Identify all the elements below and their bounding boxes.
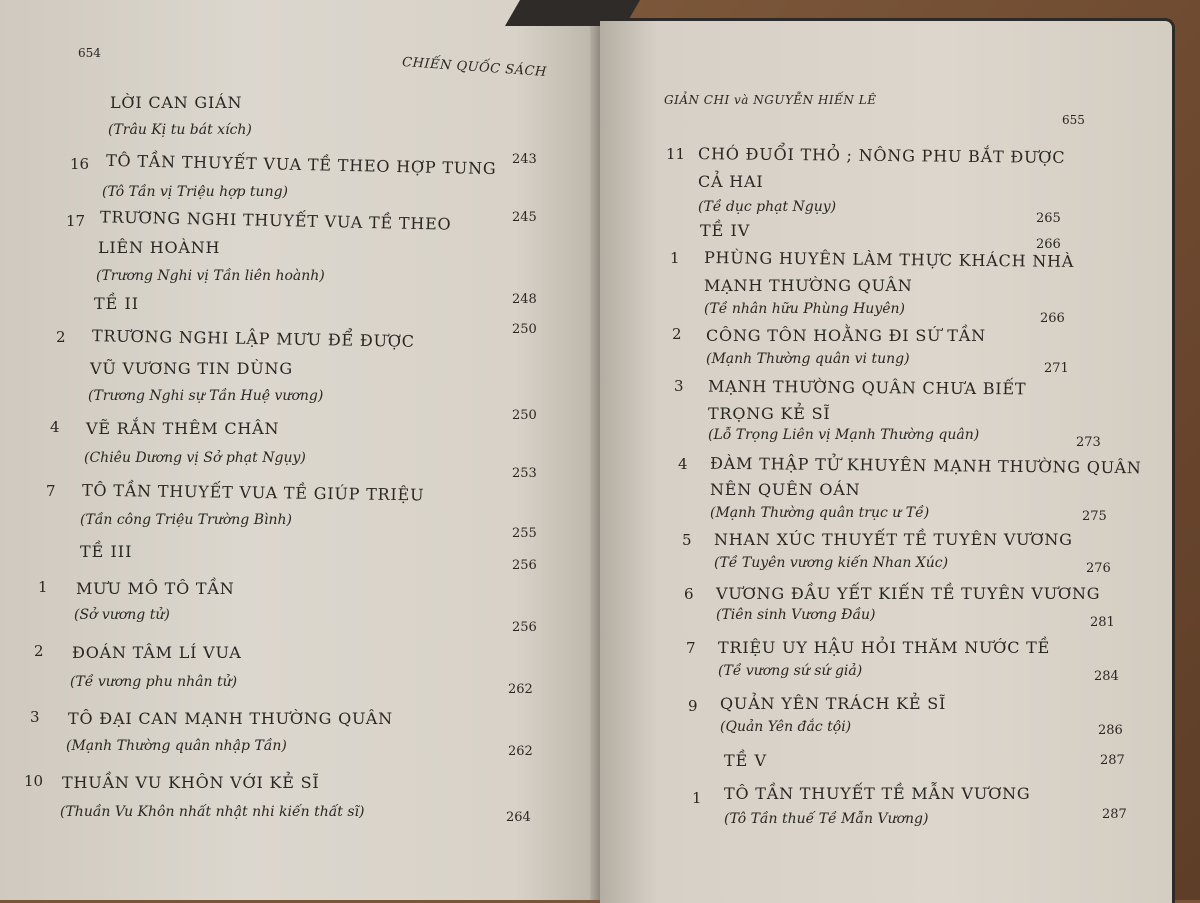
toc-entry-subtitle: (Tiên sinh Vương Đầu)	[716, 607, 876, 623]
section-page: 255	[512, 526, 537, 541]
toc-entry-subtitle: (Tô Tần vị Triệu hợp tung)	[102, 184, 289, 200]
right-page-number: 655	[1062, 113, 1085, 127]
toc-entry-page: 250	[512, 322, 537, 337]
toc-entry-title: LỜI CAN GIÁN	[110, 93, 243, 112]
toc-entry-title: TÔ TẦN THUYẾT VUA TỀ THEO HỢP TUNG	[105, 150, 497, 179]
toc-entry-page: 284	[1094, 669, 1119, 684]
toc-entry-subtitle: (Mạnh Thường quân vi tung)	[706, 351, 910, 367]
toc-entry-page: 243	[512, 152, 537, 167]
toc-entry-subtitle: (Lỗ Trọng Liên vị Mạnh Thường quân)	[708, 427, 980, 443]
section-heading: TỀ II	[94, 294, 140, 313]
toc-entry-title: TÔ TẦN THUYẾT TỀ MẪN VƯƠNG	[724, 784, 1031, 803]
toc-entry-title: TÔ TẦN THUYẾT VUA TỀ GIÚP TRIỆU	[81, 480, 425, 505]
toc-entry-number: 17	[66, 212, 86, 230]
toc-entry-title: ĐOÁN TÂM LÍ VUA	[72, 643, 242, 662]
toc-entry-subtitle: (Tề dục phạt Ngụy)	[698, 199, 837, 215]
section-heading: TỀ IV	[700, 221, 751, 240]
toc-entry-page: 281	[1090, 615, 1115, 630]
toc-entry-number: 3	[30, 708, 40, 726]
right-running-header: GIẢN CHI và NGUYỄN HIẾN LÊ	[664, 93, 877, 107]
toc-entry-subtitle: (Tô Tần thuế Tề Mẫn Vương)	[724, 811, 929, 827]
toc-entry-title: CHÓ ĐUỔI THỎ ; NÔNG PHU BẮT ĐƯỢC	[697, 144, 1066, 167]
toc-entry-page: 256	[512, 620, 537, 635]
toc-entry-title-line2: MẠNH THƯỜNG QUÂN	[704, 276, 913, 295]
toc-entry-number: 3	[674, 377, 684, 395]
toc-entry-subtitle: (Tề vương sứ sứ giả)	[718, 663, 863, 679]
toc-entry-number: 5	[682, 531, 692, 549]
toc-entry-title: ĐÀM THẬP TỬ KHUYÊN MẠNH THƯỜNG QUÂN	[709, 453, 1142, 478]
toc-entry-number: 9	[688, 697, 698, 715]
toc-entry-page: 273	[1076, 435, 1101, 450]
toc-entry-subtitle: (Sở vương tử)	[74, 607, 170, 623]
toc-entry-page: 245	[512, 210, 537, 225]
toc-entry-title-line2: TRỌNG KẺ SĨ	[708, 404, 831, 423]
toc-entry-subtitle: (Mạnh Thường quân trục ư Tề)	[710, 505, 930, 521]
toc-entry-title: CÔNG TÔN HOẰNG ĐI SỨ TẦN	[706, 326, 986, 345]
toc-entry-title-line2: NÊN QUÊN OÁN	[710, 480, 861, 499]
toc-entry-number: 1	[670, 249, 680, 267]
left-page-number: 654	[78, 46, 101, 60]
toc-entry-number: 10	[24, 772, 44, 790]
toc-entry-title: TRIỆU UY HẬU HỎI THĂM NƯỚC TỀ	[718, 638, 1051, 657]
toc-entry-subtitle: (Tề vương phu nhân tử)	[70, 674, 238, 690]
right-page	[600, 18, 1175, 903]
toc-entry-title: TÔ ĐẠI CAN MẠNH THƯỜNG QUÂN	[68, 709, 393, 728]
toc-entry-subtitle: (Trương Nghi sự Tần Huệ vương)	[88, 388, 324, 404]
toc-entry-title-line2: CẢ HAI	[698, 172, 764, 191]
toc-entry-title: VƯƠNG ĐẦU YẾT KIẾN TỀ TUYÊN VƯƠNG	[716, 584, 1101, 603]
section-page: 265	[1036, 211, 1061, 226]
toc-entry-number: 2	[34, 642, 44, 660]
toc-entry-number: 6	[684, 585, 694, 603]
section-page: 287	[1100, 753, 1125, 768]
toc-entry-title: MƯU MÔ TÔ TẦN	[76, 579, 235, 598]
toc-entry-page: 256	[512, 558, 537, 573]
toc-entry-title: QUẢN YÊN TRÁCH KẺ SĨ	[720, 694, 947, 713]
toc-entry-number: 7	[46, 482, 56, 500]
toc-entry-title: TRƯƠNG NGHI THUYẾT VUA TỀ THEO	[99, 207, 452, 234]
toc-entry-subtitle: (Trâu Kị tu bát xích)	[108, 122, 252, 138]
toc-entry-number: 1	[38, 578, 48, 596]
toc-entry-number: 1	[692, 789, 702, 807]
toc-entry-page: 262	[508, 682, 533, 697]
toc-entry-page: 276	[1086, 561, 1111, 576]
toc-entry-number: 2	[56, 328, 66, 346]
toc-entry-title: TRƯƠNG NGHI LẬP MƯU ĐỂ ĐƯỢC	[91, 326, 415, 351]
toc-entry-title: MẠNH THƯỜNG QUÂN CHƯA BIẾT	[707, 376, 1027, 399]
toc-entry-subtitle: (Tần công Triệu Trường Bình)	[80, 512, 292, 528]
toc-entry-title-line2: LIÊN HOÀNH	[98, 238, 221, 257]
toc-entry-title: VẼ RẮN THÊM CHÂN	[86, 419, 280, 438]
section-page: 248	[512, 292, 537, 307]
toc-entry-page: 275	[1082, 509, 1107, 524]
toc-entry-page: 253	[512, 466, 537, 481]
toc-entry-title: THUẦN VU KHÔN VỚI KẺ SĨ	[62, 773, 320, 792]
toc-entry-title: PHÙNG HUYÊN LÀM THỰC KHÁCH NHÀ	[703, 248, 1075, 271]
section-heading: TỀ V	[724, 751, 767, 770]
toc-entry-number: 11	[666, 145, 686, 163]
toc-entry-page: 264	[506, 810, 531, 825]
toc-entry-page: 262	[508, 744, 533, 759]
toc-entry-number: 7	[686, 639, 696, 657]
toc-entry-page: 287	[1102, 807, 1127, 822]
toc-entry-number: 4	[678, 455, 688, 473]
left-running-header: CHIẾN QUỐC SÁCH	[401, 54, 548, 81]
toc-entry-page: 266	[1036, 237, 1061, 252]
toc-entry-subtitle: (Trương Nghi vị Tần liên hoành)	[96, 268, 325, 284]
toc-entry-number: 16	[70, 155, 90, 173]
toc-entry-page: 250	[512, 408, 537, 423]
toc-entry-subtitle: (Tề Tuyên vương kiến Nhan Xúc)	[714, 555, 949, 571]
toc-entry-page: 286	[1098, 723, 1123, 738]
toc-entry-subtitle: (Chiêu Dương vị Sở phạt Ngụy)	[84, 450, 306, 466]
toc-entry-page: 266	[1040, 311, 1065, 326]
toc-entry-number: 2	[672, 325, 682, 343]
toc-entry-subtitle: (Mạnh Thường quân nhập Tần)	[66, 738, 287, 754]
toc-entry-number: 4	[50, 418, 60, 436]
toc-entry-subtitle: (Tề nhân hữu Phùng Huyên)	[704, 301, 905, 317]
toc-entry-subtitle: (Thuần Vu Khôn nhất nhật nhi kiến thất sĩ)	[60, 804, 365, 820]
toc-entry-title: NHAN XÚC THUYẾT TỀ TUYÊN VƯƠNG	[714, 530, 1073, 549]
toc-entry-page: 271	[1044, 361, 1069, 376]
toc-entry-subtitle: (Quản Yên đắc tội)	[720, 719, 852, 735]
section-heading: TỀ III	[80, 542, 133, 561]
toc-entry-title-line2: VŨ VƯƠNG TIN DÙNG	[90, 359, 293, 378]
